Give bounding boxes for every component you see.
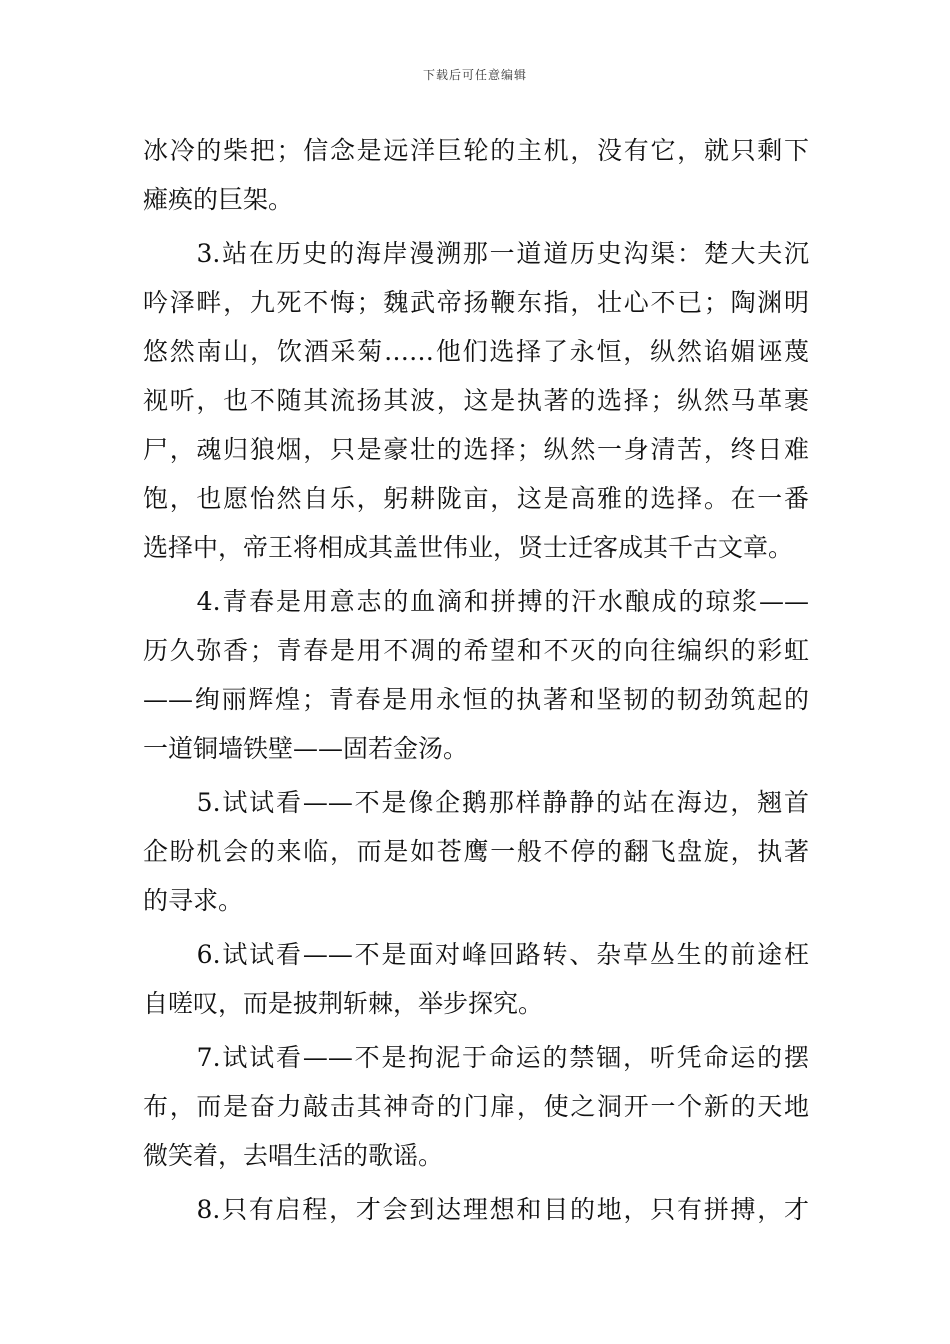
- paragraph: [143, 126, 809, 224]
- paragraph: [143, 577, 809, 773]
- text-line: 尸，魂归狼烟，只是豪壮的选择；纵然一身清苦，终日难: [143, 435, 809, 464]
- text-line: 冰冷的柴把；信念是远洋巨轮的主机，没有它，就只剩下: [143, 136, 809, 165]
- text-line: 4.青春是用意志的血滴和拼搏的汗水酿成的琼浆——: [143, 587, 809, 616]
- text-line: 的寻求。: [143, 886, 244, 915]
- text-line: 7.试试看——不是拘泥于命运的禁锢，听凭命运的摆: [143, 1043, 809, 1072]
- text-line: 视听，也不随其流扬其波，这是执著的选择；纵然马革裹: [143, 386, 809, 415]
- text-line: 企盼机会的来临，而是如苍鹰一般不停的翻飞盘旋，执著: [143, 837, 809, 866]
- text-line: 6.试试看——不是面对峰回路转、杂草丛生的前途枉: [143, 940, 809, 969]
- text-line: 饱，也愿怡然自乐，躬耕陇亩，这是高雅的选择。在一番: [143, 484, 809, 513]
- paragraph: [143, 1033, 809, 1180]
- text-line: 一道铜墙铁壁——固若金汤。: [143, 734, 469, 763]
- paragraph: [143, 1185, 809, 1234]
- text-line: 自嗟叹，而是披荆斩棘，举步探究。: [143, 989, 544, 1018]
- paragraph: [143, 778, 809, 925]
- text-line: 历久弥香；青春是用不凋的希望和不灭的向往编织的彩虹: [143, 636, 809, 665]
- text-line: 微笑着，去唱生活的歌谣。: [143, 1141, 444, 1170]
- text-line: 吟泽畔，九死不悔；魏武帝扬鞭东指，壮心不已；陶渊明: [143, 288, 809, 317]
- text-line: 瘫痪的巨架。: [143, 185, 294, 214]
- paragraph: [143, 930, 809, 1028]
- paragraph: [143, 229, 809, 572]
- text-line: 布，而是奋力敲击其神奇的门扉，使之洞开一个新的天地: [143, 1092, 809, 1121]
- text-line: 8.只有启程，才会到达理想和目的地，只有拼搏，才: [143, 1195, 809, 1224]
- text-line: 悠然南山，饮酒采菊……他们选择了永恒，纵然谄媚诬蔑: [143, 337, 809, 366]
- text-line: 5.试试看——不是像企鹅那样静静的站在海边，翘首: [143, 788, 809, 817]
- page-header: 下载后可任意编辑: [422, 68, 527, 82]
- text-line: 3.站在历史的海岸漫溯那一道道历史沟渠：楚大夫沉: [143, 239, 809, 268]
- text-line: ——绚丽辉煌；青春是用永恒的执著和坚韧的韧劲筑起的: [143, 685, 809, 714]
- document-body: [143, 126, 809, 1234]
- text-line: 选择中，帝王将相成其盖世伟业，贤士迁客成其千古文章。: [143, 533, 794, 562]
